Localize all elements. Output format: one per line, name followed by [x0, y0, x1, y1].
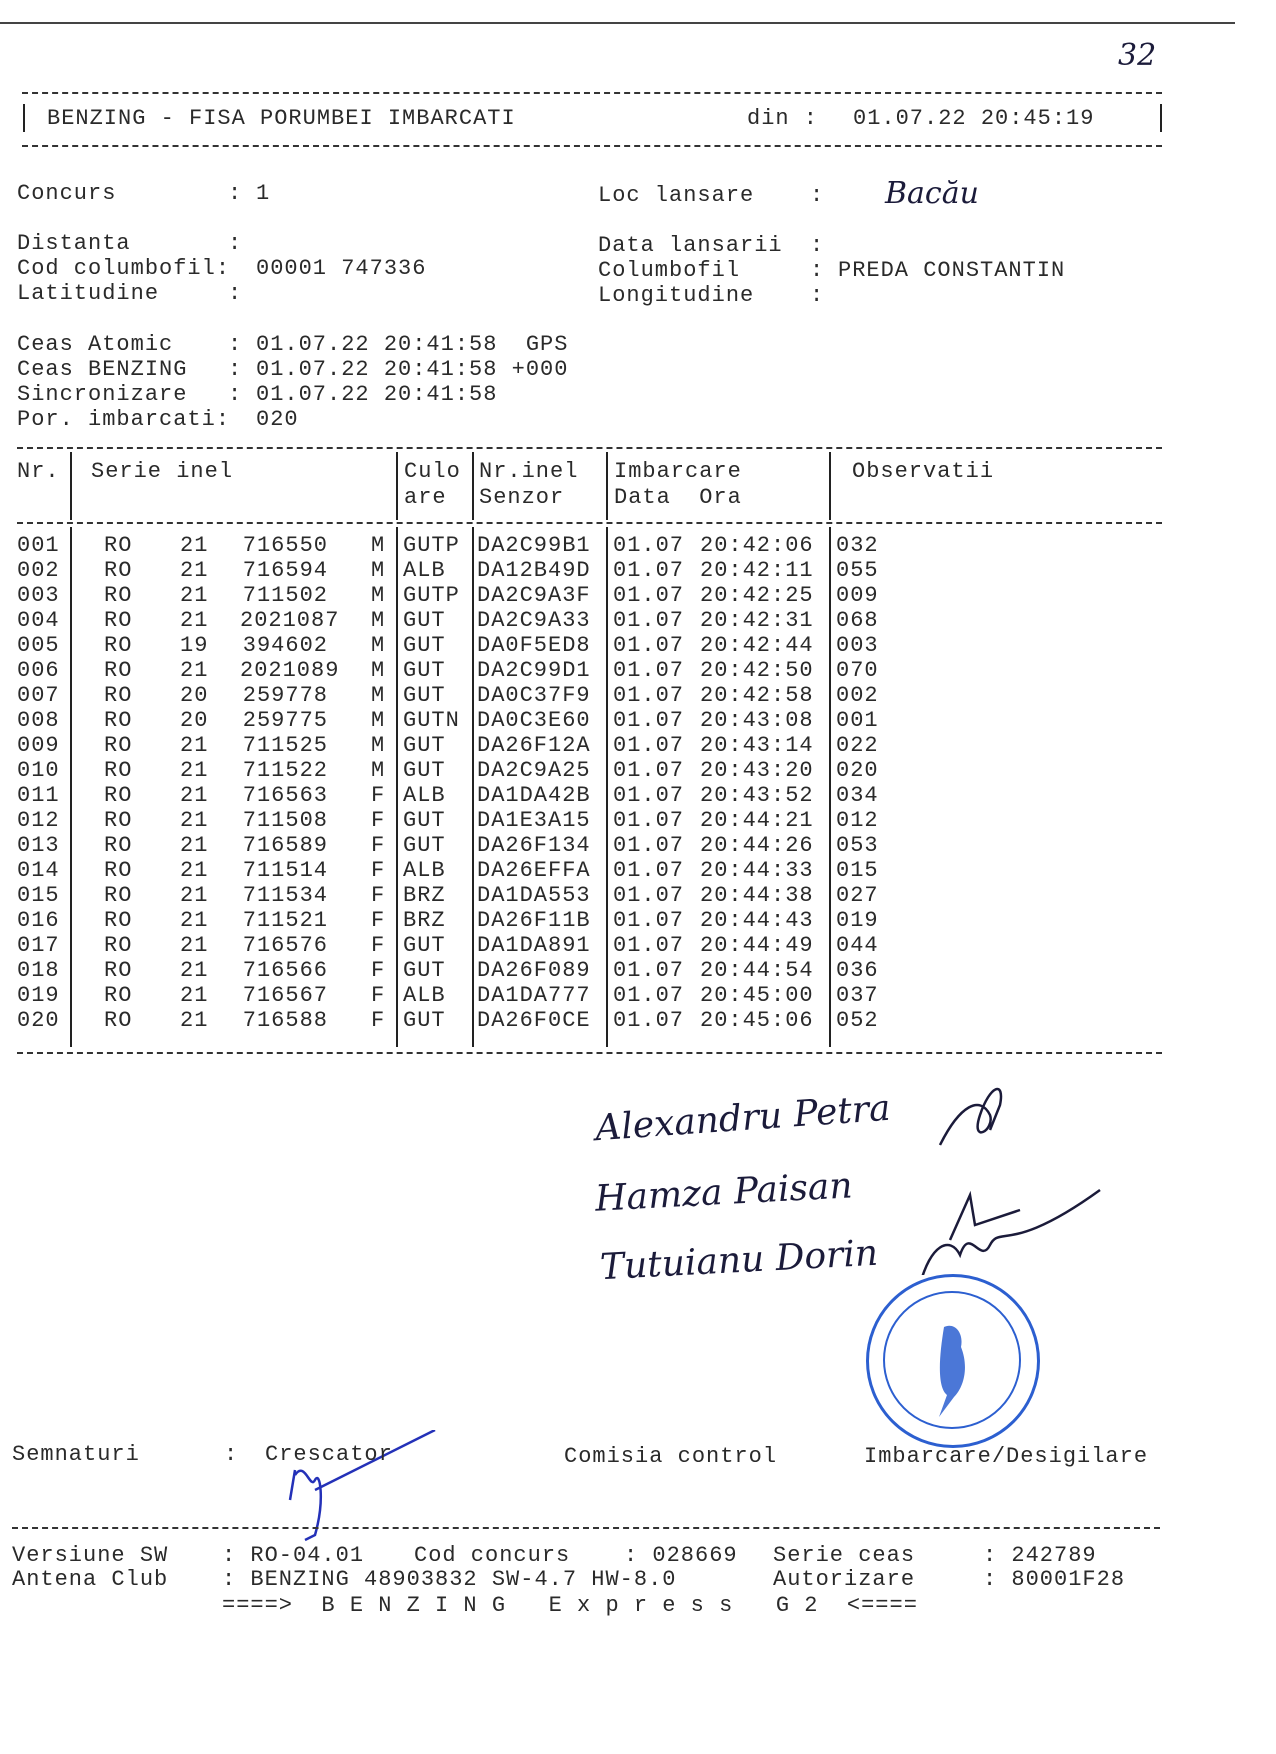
- col-data-ora: Data Ora: [614, 485, 742, 510]
- cell-year: 21: [180, 858, 209, 883]
- cell-time: 20:44:33: [700, 858, 814, 883]
- cell-sex: F: [371, 808, 386, 833]
- cell-observatii: 053: [836, 833, 879, 858]
- cell-time: 20:42:11: [700, 558, 814, 583]
- handwritten-name-3: Tutuianu Dorin: [599, 1232, 879, 1289]
- cell-year: 21: [180, 908, 209, 933]
- cell-year: 21: [180, 558, 209, 583]
- cell-time: 20:42:06: [700, 533, 814, 558]
- cell-time: 20:45:00: [700, 983, 814, 1008]
- cell-date: 01.07: [613, 733, 685, 758]
- cell-time: 20:42:50: [700, 658, 814, 683]
- cell-time: 20:43:08: [700, 708, 814, 733]
- cell-sensor-id: DA26F0CE: [477, 1008, 591, 1033]
- cell-sensor-id: DA1DA553: [477, 883, 591, 908]
- cell-country: RO: [104, 608, 133, 633]
- table-row: [0, 885, 1276, 910]
- cell-observatii: 022: [836, 733, 879, 758]
- cell-year: 21: [180, 958, 209, 983]
- table-row: [0, 585, 1276, 610]
- cell-sex: M: [371, 758, 386, 783]
- cell-sex: F: [371, 883, 386, 908]
- table-row: [0, 660, 1276, 685]
- cell-nr: 009: [17, 733, 60, 758]
- signature-scribbles: [920, 1075, 1120, 1275]
- benzing-express-banner: ====> B E N Z I N G E x p r e s s G 2 <====: [222, 1593, 918, 1618]
- loc-lansare-label: Loc lansare: [598, 183, 755, 208]
- header-top-rule: [22, 92, 1162, 94]
- cell-ring-number: 711508: [242, 808, 328, 833]
- cell-sex: F: [371, 933, 386, 958]
- cell-year: 21: [180, 833, 209, 858]
- table-row: [0, 910, 1276, 935]
- cell-nr: 013: [17, 833, 60, 858]
- table-row: [0, 560, 1276, 585]
- cell-country: RO: [104, 833, 133, 858]
- cell-date: 01.07: [613, 858, 685, 883]
- col-serie-inel: Serie inel: [91, 459, 234, 484]
- cell-color: GUT: [403, 733, 446, 758]
- cell-color: GUT: [403, 1008, 446, 1033]
- cell-ring-number: 716566: [242, 958, 328, 983]
- cell-ring-number: 716588: [242, 1008, 328, 1033]
- cell-year: 21: [180, 608, 209, 633]
- cell-sex: F: [371, 783, 386, 808]
- din-label: din :: [747, 106, 819, 131]
- cell-sex: F: [371, 1008, 386, 1033]
- cell-sensor-id: DA26F12A: [477, 733, 591, 758]
- sincronizare-label: Sincronizare: [17, 382, 188, 407]
- cell-nr: 019: [17, 983, 60, 1008]
- cell-date: 01.07: [613, 658, 685, 683]
- table-row: [0, 760, 1276, 785]
- cell-country: RO: [104, 958, 133, 983]
- handwritten-name-2: Hamza Paisan: [594, 1165, 854, 1220]
- col-culoare: Culo: [404, 459, 461, 484]
- cell-sex: M: [371, 633, 386, 658]
- cell-nr: 010: [17, 758, 60, 783]
- cell-observatii: 055: [836, 558, 879, 583]
- cell-ring-number: 711521: [242, 908, 328, 933]
- cell-time: 20:44:21: [700, 808, 814, 833]
- cell-country: RO: [104, 533, 133, 558]
- cell-color: GUT: [403, 958, 446, 983]
- distanta-label: Distanta: [17, 231, 131, 256]
- cell-nr: 005: [17, 633, 60, 658]
- cell-nr: 002: [17, 558, 60, 583]
- cell-time: 20:44:49: [700, 933, 814, 958]
- cell-observatii: 019: [836, 908, 879, 933]
- cell-date: 01.07: [613, 1008, 685, 1033]
- cell-sensor-id: DA2C9A3F: [477, 583, 591, 608]
- cell-date: 01.07: [613, 833, 685, 858]
- cell-observatii: 001: [836, 708, 879, 733]
- concurs-label: Concurs: [17, 181, 117, 206]
- cell-observatii: 015: [836, 858, 879, 883]
- cell-country: RO: [104, 808, 133, 833]
- columbofil-label: Columbofil: [598, 258, 741, 283]
- handwritten-name-1: Alexandru Petra: [593, 1087, 892, 1150]
- cell-color: ALB: [403, 983, 446, 1008]
- cell-date: 01.07: [613, 583, 685, 608]
- cell-date: 01.07: [613, 933, 685, 958]
- table-row: [0, 535, 1276, 560]
- cell-ring-number: 711502: [242, 583, 328, 608]
- cell-nr: 004: [17, 608, 60, 633]
- imbarcare-desigilare-label: Imbarcare/Desigilare: [864, 1444, 1149, 1469]
- cell-ring-number: 2021087: [240, 608, 340, 633]
- cell-color: GUT: [403, 808, 446, 833]
- cell-sensor-id: DA0F5ED8: [477, 633, 591, 658]
- por-imbarcati-value: 020: [256, 407, 299, 432]
- columbofil-value: PREDA CONSTANTIN: [838, 258, 1066, 283]
- antena-club-label: Antena Club: [12, 1567, 169, 1592]
- cell-color: GUT: [403, 608, 446, 633]
- cell-nr: 003: [17, 583, 60, 608]
- cell-color: GUTP: [403, 583, 460, 608]
- cell-country: RO: [104, 633, 133, 658]
- table-bottom-rule: [17, 1052, 1162, 1054]
- cell-time: 20:44:43: [700, 908, 814, 933]
- cell-observatii: 052: [836, 1008, 879, 1033]
- cell-time: 20:42:25: [700, 583, 814, 608]
- cell-year: 19: [180, 633, 209, 658]
- association-stamp: [866, 1274, 1040, 1448]
- cell-country: RO: [104, 583, 133, 608]
- cell-time: 20:43:52: [700, 783, 814, 808]
- cell-color: ALB: [403, 783, 446, 808]
- col-imbarcare: Imbarcare: [614, 459, 742, 484]
- table-row: [0, 960, 1276, 985]
- cell-year: 21: [180, 658, 209, 683]
- semnaturi-label: Semnaturi: [12, 1442, 140, 1467]
- cell-time: 20:44:38: [700, 883, 814, 908]
- table-row: [0, 735, 1276, 760]
- cell-country: RO: [104, 558, 133, 583]
- col-senzor: Senzor: [479, 485, 565, 510]
- cell-sensor-id: DA1DA891: [477, 933, 591, 958]
- cell-country: RO: [104, 783, 133, 808]
- cell-country: RO: [104, 1008, 133, 1033]
- cell-ring-number: 716589: [242, 833, 328, 858]
- cell-time: 20:42:31: [700, 608, 814, 633]
- data-lansarii-label: Data lansarii: [598, 233, 783, 258]
- cell-color: GUT: [403, 758, 446, 783]
- cell-sensor-id: DA1DA777: [477, 983, 591, 1008]
- cell-sex: M: [371, 558, 386, 583]
- cell-country: RO: [104, 708, 133, 733]
- cell-sensor-id: DA1E3A15: [477, 808, 591, 833]
- por-imbarcati-label: Por. imbarcati:: [17, 407, 231, 432]
- cell-ring-number: 711514: [242, 858, 328, 883]
- cell-nr: 015: [17, 883, 60, 908]
- cell-nr: 012: [17, 808, 60, 833]
- cell-country: RO: [104, 658, 133, 683]
- cell-sex: M: [371, 733, 386, 758]
- cell-country: RO: [104, 858, 133, 883]
- cell-sex: M: [371, 658, 386, 683]
- comisia-control-label: Comisia control: [564, 1444, 778, 1469]
- header-bottom-rule: [22, 145, 1162, 147]
- cell-observatii: 027: [836, 883, 879, 908]
- page-number: 32: [1118, 38, 1157, 73]
- loc-lansare-value: Bacău: [885, 176, 979, 211]
- table-header-rule: [17, 522, 1162, 524]
- cell-color: BRZ: [403, 883, 446, 908]
- cell-date: 01.07: [613, 533, 685, 558]
- cell-nr: 001: [17, 533, 60, 558]
- cell-year: 21: [180, 758, 209, 783]
- cell-date: 01.07: [613, 883, 685, 908]
- cell-sensor-id: DA2C9A33: [477, 608, 591, 633]
- table-row: [0, 710, 1276, 735]
- cell-sex: F: [371, 983, 386, 1008]
- cell-sensor-id: DA2C99B1: [477, 533, 591, 558]
- cell-color: GUTN: [403, 708, 460, 733]
- cell-year: 21: [180, 808, 209, 833]
- cell-year: 21: [180, 533, 209, 558]
- cod-concurs-label: Cod concurs: [414, 1543, 571, 1568]
- table-row: [0, 685, 1276, 710]
- crescator-label: Crescator: [265, 1442, 393, 1467]
- ceas-benzing-label: Ceas BENZING: [17, 357, 188, 382]
- cell-color: ALB: [403, 858, 446, 883]
- cell-color: GUT: [403, 833, 446, 858]
- cell-country: RO: [104, 908, 133, 933]
- cell-country: RO: [104, 758, 133, 783]
- cell-color: GUT: [403, 633, 446, 658]
- cell-country: RO: [104, 883, 133, 908]
- cell-sensor-id: DA0C3E60: [477, 708, 591, 733]
- cell-time: 20:43:14: [700, 733, 814, 758]
- cell-observatii: 012: [836, 808, 879, 833]
- antena-club-value: : BENZING 48903832 SW-4.7 HW-8.0: [222, 1567, 677, 1592]
- cell-ring-number: 716563: [242, 783, 328, 808]
- cell-time: 20:42:58: [700, 683, 814, 708]
- cell-nr: 020: [17, 1008, 60, 1033]
- cell-ring-number: 716567: [242, 983, 328, 1008]
- cell-date: 01.07: [613, 983, 685, 1008]
- cell-year: 20: [180, 708, 209, 733]
- cell-year: 21: [180, 733, 209, 758]
- cell-time: 20:44:54: [700, 958, 814, 983]
- cell-observatii: 037: [836, 983, 879, 1008]
- cell-observatii: 070: [836, 658, 879, 683]
- cell-nr: 018: [17, 958, 60, 983]
- cell-color: GUT: [403, 933, 446, 958]
- cell-date: 01.07: [613, 758, 685, 783]
- cell-time: 20:45:06: [700, 1008, 814, 1033]
- cell-ring-number: 711534: [242, 883, 328, 908]
- cell-observatii: 036: [836, 958, 879, 983]
- cell-date: 01.07: [613, 808, 685, 833]
- cell-country: RO: [104, 933, 133, 958]
- cell-observatii: 003: [836, 633, 879, 658]
- cod-columbofil-label: Cod columbofil:: [17, 256, 231, 281]
- cell-observatii: 032: [836, 533, 879, 558]
- cell-sensor-id: DA26F11B: [477, 908, 591, 933]
- din-value: 01.07.22 20:45:19: [853, 106, 1095, 131]
- cell-ring-number: 716576: [242, 933, 328, 958]
- cell-nr: 007: [17, 683, 60, 708]
- top-border: [0, 22, 1235, 24]
- cell-date: 01.07: [613, 783, 685, 808]
- cell-color: BRZ: [403, 908, 446, 933]
- ceas-benzing-value: 01.07.22 20:41:58 +000: [256, 357, 569, 382]
- col-observatii: Observatii: [852, 459, 995, 484]
- document-title: BENZING - FISA PORUMBEI IMBARCATI: [47, 106, 516, 131]
- cell-year: 21: [180, 933, 209, 958]
- cell-sex: F: [371, 858, 386, 883]
- autorizare-label: Autorizare: [773, 1567, 916, 1592]
- cell-sex: M: [371, 608, 386, 633]
- versiune-sw-label: Versiune SW: [12, 1543, 169, 1568]
- cell-observatii: 020: [836, 758, 879, 783]
- cell-ring-number: 394602: [242, 633, 328, 658]
- cell-sex: M: [371, 533, 386, 558]
- cell-color: GUT: [403, 683, 446, 708]
- versiune-sw-value: : RO-04.01: [222, 1543, 365, 1568]
- cell-sex: F: [371, 833, 386, 858]
- cell-date: 01.07: [613, 633, 685, 658]
- pigeon-icon: [869, 1277, 1037, 1445]
- cell-date: 01.07: [613, 558, 685, 583]
- cell-sensor-id: DA26F134: [477, 833, 591, 858]
- cell-ring-number: 2021089: [240, 658, 340, 683]
- table-row: [0, 635, 1276, 660]
- cell-observatii: 068: [836, 608, 879, 633]
- cell-observatii: 002: [836, 683, 879, 708]
- cell-sensor-id: DA0C37F9: [477, 683, 591, 708]
- col-nr: Nr.: [17, 459, 60, 484]
- autorizare-value: : 80001F28: [983, 1567, 1126, 1592]
- cell-year: 21: [180, 883, 209, 908]
- cell-year: 21: [180, 1008, 209, 1033]
- table-row: [0, 1010, 1276, 1035]
- cell-year: 21: [180, 583, 209, 608]
- cell-date: 01.07: [613, 608, 685, 633]
- header-left-bar: [23, 104, 25, 132]
- col-nr-inel: Nr.inel: [479, 459, 579, 484]
- concurs-value: 1: [256, 181, 271, 206]
- cell-nr: 014: [17, 858, 60, 883]
- ceas-atomic-label: Ceas Atomic: [17, 332, 174, 357]
- cell-country: RO: [104, 983, 133, 1008]
- cell-sex: M: [371, 708, 386, 733]
- cell-sex: M: [371, 583, 386, 608]
- cell-ring-number: 716594: [242, 558, 328, 583]
- cell-date: 01.07: [613, 958, 685, 983]
- footer-rule: [12, 1527, 1160, 1529]
- cell-ring-number: 259775: [242, 708, 328, 733]
- table-row: [0, 835, 1276, 860]
- cell-observatii: 044: [836, 933, 879, 958]
- cell-nr: 017: [17, 933, 60, 958]
- cell-sensor-id: DA1DA42B: [477, 783, 591, 808]
- cell-color: GUT: [403, 658, 446, 683]
- cell-ring-number: 711522: [242, 758, 328, 783]
- cell-year: 20: [180, 683, 209, 708]
- table-top-rule: [17, 447, 1162, 449]
- cell-nr: 008: [17, 708, 60, 733]
- cell-color: GUTP: [403, 533, 460, 558]
- cell-sex: F: [371, 908, 386, 933]
- cell-time: 20:44:26: [700, 833, 814, 858]
- cell-time: 20:43:20: [700, 758, 814, 783]
- cod-concurs-value: : 028669: [624, 1543, 738, 1568]
- header-right-bar: [1160, 104, 1162, 132]
- cell-color: ALB: [403, 558, 446, 583]
- cod-columbofil-value: 00001 747336: [256, 256, 427, 281]
- longitudine-label: Longitudine: [598, 283, 755, 308]
- cell-time: 20:42:44: [700, 633, 814, 658]
- cell-sensor-id: DA26EFFA: [477, 858, 591, 883]
- serie-ceas-value: : 242789: [983, 1543, 1097, 1568]
- cell-ring-number: 716550: [242, 533, 328, 558]
- cell-sensor-id: DA12B49D: [477, 558, 591, 583]
- cell-year: 21: [180, 983, 209, 1008]
- cell-observatii: 009: [836, 583, 879, 608]
- cell-observatii: 034: [836, 783, 879, 808]
- serie-ceas-label: Serie ceas: [773, 1543, 916, 1568]
- cell-date: 01.07: [613, 908, 685, 933]
- table-row: [0, 860, 1276, 885]
- cell-sensor-id: DA26F089: [477, 958, 591, 983]
- cell-ring-number: 711525: [242, 733, 328, 758]
- col-culoare-2: are: [404, 485, 447, 510]
- cell-nr: 016: [17, 908, 60, 933]
- cell-sex: F: [371, 958, 386, 983]
- cell-sensor-id: DA2C99D1: [477, 658, 591, 683]
- table-row: [0, 785, 1276, 810]
- cell-sensor-id: DA2C9A25: [477, 758, 591, 783]
- cell-country: RO: [104, 683, 133, 708]
- table-row: [0, 610, 1276, 635]
- cell-date: 01.07: [613, 708, 685, 733]
- ceas-atomic-value: 01.07.22 20:41:58 GPS: [256, 332, 569, 357]
- cell-year: 21: [180, 783, 209, 808]
- cell-nr: 006: [17, 658, 60, 683]
- cell-country: RO: [104, 733, 133, 758]
- latitudine-label: Latitudine: [17, 281, 160, 306]
- cell-date: 01.07: [613, 683, 685, 708]
- cell-ring-number: 259778: [242, 683, 328, 708]
- table-row: [0, 985, 1276, 1010]
- table-row: [0, 810, 1276, 835]
- sincronizare-value: 01.07.22 20:41:58: [256, 382, 498, 407]
- cell-sex: M: [371, 683, 386, 708]
- table-row: [0, 935, 1276, 960]
- cell-nr: 011: [17, 783, 60, 808]
